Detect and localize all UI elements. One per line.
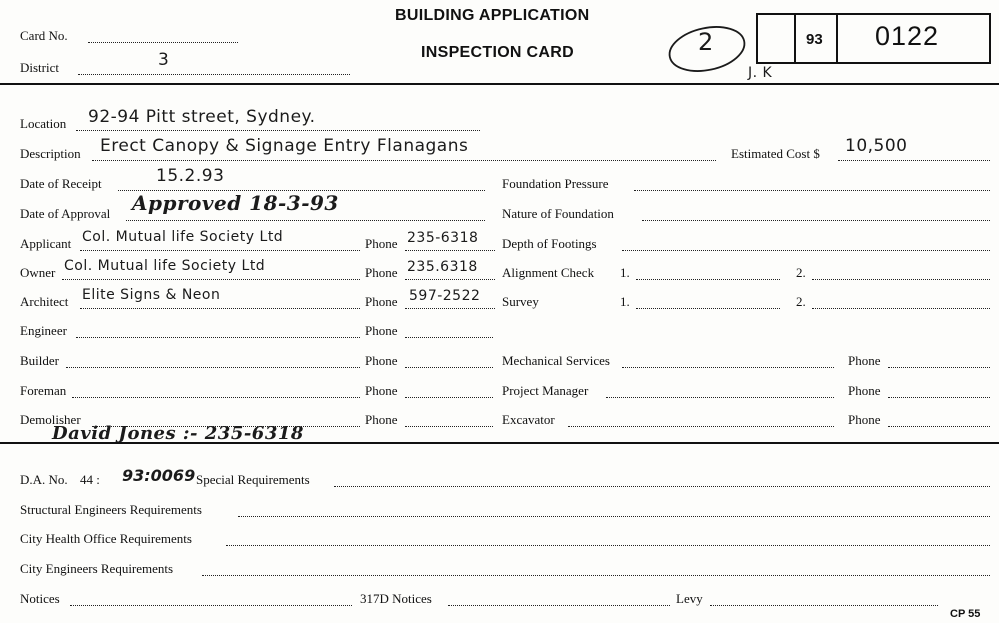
architect-phone-value: 597-2522: [409, 288, 481, 304]
approval-line: [126, 220, 485, 221]
special-requirements-line: [334, 486, 990, 487]
year-box-value: 93: [806, 31, 823, 48]
architect-line: [80, 308, 360, 309]
estimated-cost-line: [838, 160, 990, 161]
builder-phone-label: Phone: [365, 353, 398, 368]
demolisher-note: David Jones :- 235-6318: [52, 423, 304, 444]
applicant-line: [80, 250, 360, 251]
da-no-label: D.A. No.: [20, 472, 68, 487]
architect-value: Elite Signs & Neon: [82, 287, 221, 303]
district-value: 3: [158, 50, 170, 70]
city-engineers-line: [202, 575, 990, 576]
levy-line: [710, 605, 938, 606]
alignment-two-label: 2.: [796, 265, 806, 280]
card-no-line: [88, 42, 238, 43]
architect-phone-line: [405, 308, 495, 309]
foreman-phone-label: Phone: [365, 383, 398, 398]
city-engineers-label: City Engineers Requirements: [20, 561, 174, 576]
nature-of-foundation-line: [642, 220, 990, 221]
excavator-label: Excavator: [502, 412, 555, 427]
survey-one-line: [636, 308, 780, 309]
builder-line: [66, 367, 360, 368]
depth-of-footings-label: Depth of Footings: [502, 236, 597, 251]
owner-value: Col. Mutual life Society Ltd: [64, 258, 266, 274]
owner-phone-value: 235.6318: [407, 259, 478, 275]
owner-phone-line: [405, 279, 495, 280]
excavator-phone-line: [888, 426, 990, 427]
foreman-label: Foreman: [20, 383, 67, 398]
owner-phone-label: Phone: [365, 265, 398, 280]
demolisher-phone-line: [405, 426, 493, 427]
da-number-value: 93:0069: [122, 466, 196, 485]
city-health-label: City Health Office Requirements: [20, 531, 192, 546]
architect-label: Architect: [20, 294, 69, 309]
description-line: [92, 160, 716, 161]
location-line: [76, 130, 480, 131]
district-line: [78, 74, 350, 75]
builder-label: Builder: [20, 353, 59, 368]
project-manager-line: [606, 397, 834, 398]
location-value: 92-94 Pitt street, Sydney.: [88, 107, 316, 127]
mechanical-services-line: [622, 367, 834, 368]
estimated-cost-label: Estimated Cost $: [731, 146, 820, 161]
demolisher-phone-label: Phone: [365, 412, 398, 427]
estimated-cost-value: 10,500: [845, 136, 908, 156]
district-label: District: [20, 60, 59, 75]
title-line1: BUILDING APPLICATION: [395, 7, 590, 24]
mechanical-services-label: Mechanical Services: [502, 353, 610, 368]
notices-line: [70, 605, 352, 606]
survey-two-line: [812, 308, 990, 309]
applicant-label: Applicant: [20, 236, 72, 251]
city-health-line: [226, 545, 990, 546]
owner-label: Owner: [20, 265, 56, 280]
alignment-one-label: 1.: [620, 265, 630, 280]
description-label: Description: [20, 146, 81, 161]
project-manager-phone-line: [888, 397, 990, 398]
foreman-line: [72, 397, 360, 398]
excavator-phone-label: Phone: [848, 412, 881, 427]
date-of-receipt-value: 15.2.93: [156, 166, 225, 186]
notices-label: Notices: [20, 591, 60, 606]
alignment-one-line: [636, 279, 780, 280]
da-prefix: 44 :: [80, 472, 100, 487]
project-manager-phone-label: Phone: [848, 383, 881, 398]
excavator-line: [568, 426, 834, 427]
survey-one-label: 1.: [620, 294, 630, 309]
date-of-approval-label: Date of Approval: [20, 206, 111, 221]
builder-phone-line: [405, 367, 493, 368]
foreman-phone-line: [405, 397, 493, 398]
notices-317d-label: 317D Notices: [360, 591, 432, 606]
title-line2: INSPECTION CARD: [421, 44, 574, 61]
circled-number: 2: [698, 28, 714, 56]
mechanical-phone-line: [888, 367, 990, 368]
engineer-label: Engineer: [20, 323, 67, 338]
survey-label: Survey: [502, 294, 539, 309]
demolisher-label: Demolisher: [20, 412, 81, 427]
foundation-pressure-line: [634, 190, 990, 191]
structural-engineers-label: Structural Engineers Requirements: [20, 502, 202, 517]
date-of-receipt-label: Date of Receipt: [20, 176, 102, 191]
architect-phone-label: Phone: [365, 294, 398, 309]
blank-box: [756, 13, 796, 64]
levy-label: Levy: [676, 591, 703, 606]
form-code: CP 55: [950, 608, 981, 620]
alignment-check-label: Alignment Check: [502, 265, 595, 280]
mechanical-phone-label: Phone: [848, 353, 881, 368]
applicant-phone-label: Phone: [365, 236, 398, 251]
foundation-pressure-label: Foundation Pressure: [502, 176, 609, 191]
description-value: Erect Canopy & Signage Entry Flanagans: [100, 136, 469, 156]
date-of-approval-value: Approved 18-3-93: [132, 191, 339, 215]
applicant-phone-value: 235-6318: [407, 230, 479, 246]
structural-engineers-line: [238, 516, 990, 517]
project-manager-label: Project Manager: [502, 383, 589, 398]
card-no-label: Card No.: [20, 28, 68, 43]
applicant-value: Col. Mutual life Society Ltd: [82, 229, 284, 245]
engineer-phone-label: Phone: [365, 323, 398, 338]
engineer-line: [76, 337, 360, 338]
notices-317d-line: [448, 605, 670, 606]
number-box-value: 0122: [875, 21, 940, 51]
header-divider: [0, 83, 999, 85]
survey-two-label: 2.: [796, 294, 806, 309]
initials: J. K: [748, 65, 773, 81]
section-divider: [0, 442, 999, 444]
engineer-phone-line: [405, 337, 493, 338]
location-label: Location: [20, 116, 67, 131]
special-requirements-label: Special Requirements: [196, 472, 310, 487]
owner-line: [62, 279, 360, 280]
alignment-two-line: [812, 279, 990, 280]
applicant-phone-line: [405, 250, 495, 251]
nature-of-foundation-label: Nature of Foundation: [502, 206, 614, 221]
depth-of-footings-line: [622, 250, 990, 251]
